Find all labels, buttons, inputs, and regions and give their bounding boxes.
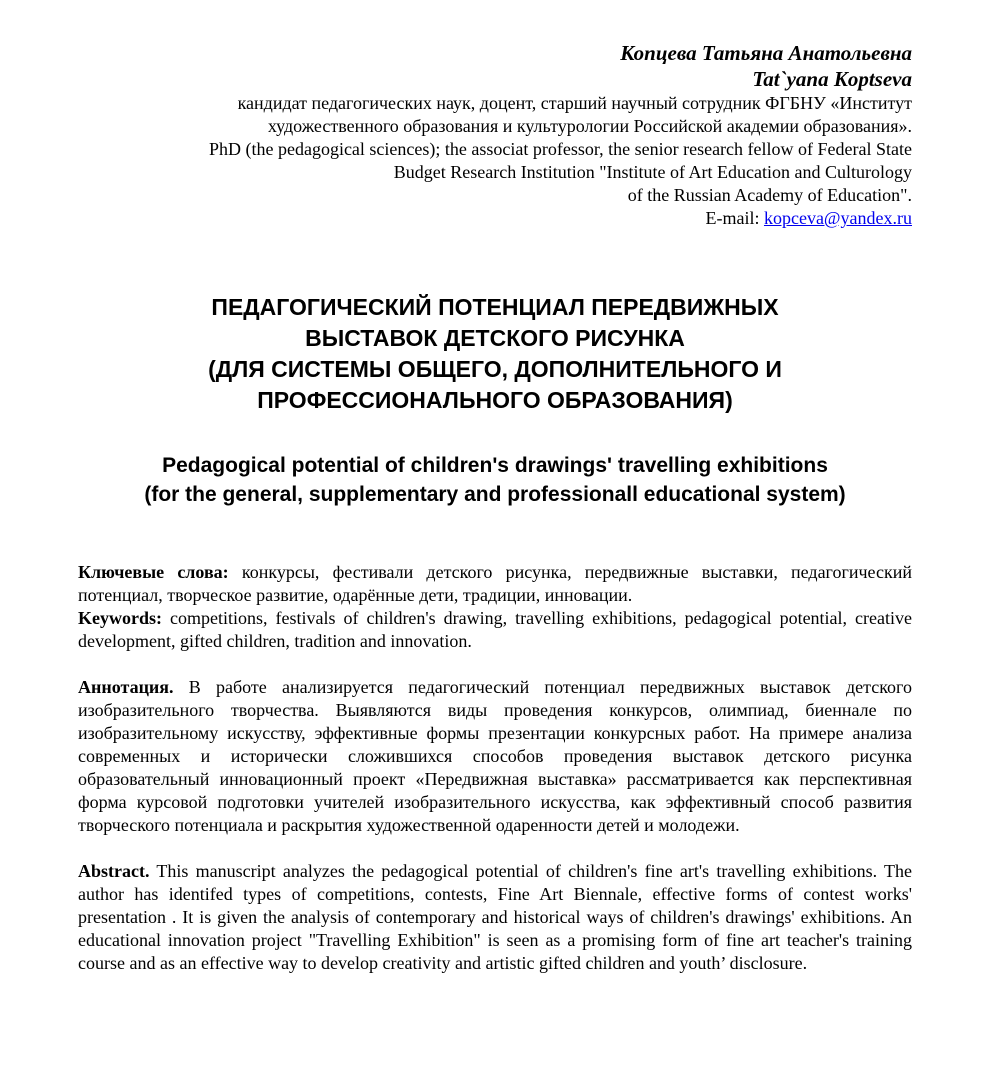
abstract-ru-label: Аннотация. (78, 677, 174, 697)
affiliation-ru-line-2: художественного образования и культурологии Российской академии образования». (267, 116, 912, 136)
abstract-en-text: This manuscript analyzes the pedagogical potential of children's fine art's travelling exhibitions. The author has identifed types of competitions, contests, Fine Art Biennale, effective forms of contest works' presentation . It is given the analysis of contemporary and historical ways of children's drawings' exhibitions. An educational innovation project "Travelling Exhibition" is seen as a promising form of fine art teacher's training course and as an effective way to develop creativity and artistic gifted children and youth’ disclosure. (78, 861, 912, 973)
abstract-en (78, 860, 912, 975)
author-block (78, 40, 912, 230)
author-name-en: Tat`yana Koptseva (752, 67, 912, 91)
email-link[interactable]: kopceva@yandex.ru (763, 208, 912, 228)
title-ru-line-2: ВЫСТАВОК ДЕТСКОГО РИСУНКА (305, 325, 685, 351)
keywords-ru-label: Ключевые слова: (78, 562, 229, 582)
paper-page (78, 40, 912, 975)
abstract-en-label: Abstract. (78, 861, 150, 881)
title-ru (78, 292, 912, 416)
email-label: E-mail: (705, 208, 764, 228)
title-ru-line-3: (ДЛЯ СИСТЕМЫ ОБЩЕГО, ДОПОЛНИТЕЛЬНОГО И (208, 356, 782, 382)
title-en (78, 451, 912, 509)
keywords-section (78, 561, 912, 653)
affiliation-ru-line-1: кандидат педагогических наук, доцент, старший научный сотрудник ФГБНУ «Институт (237, 93, 912, 113)
affiliation-en-line-2: Budget Research Institution "Institute of Art Education and Culturology (393, 162, 912, 182)
affiliation-en-line-3: of the Russian Academy of Education". (627, 185, 912, 205)
keywords-en-label: Keywords: (78, 608, 162, 628)
keywords-en-text: competitions, festivals of children's drawing, travelling exhibitions, pedagogical potential, creative development, gifted children, tradition and innovation. (78, 608, 912, 651)
title-en-line-2: (for the general, supplementary and professionall educational system) (144, 483, 846, 506)
abstract-ru-text: В работе анализируется педагогический потенциал передвижных выставок детского изобразительного творчества. Выявляются виды проведения конкурсов, олимпиад, биеннале по изобразительному искусству, эффективные формы презентации конкурсных работ. На примере анализа современных и исторически сложившихся способов проведения выставок детского рисунка образовательный инновационный проект «Передвижная выставка» рассматривается как перспективная форма курсовой подготовки учителей изобразительного искусства, как эффективный способ развития творческого потенциала и раскрытия художественной одаренности детей и молодежи. (78, 677, 912, 835)
affiliation-en-line-1: PhD (the pedagogical sciences); the associat professor, the senior research fellow of Federal State (208, 139, 912, 159)
title-en-line-1: Pedagogical potential of children's drawings' travelling exhibitions (162, 454, 828, 477)
keywords-en (78, 607, 912, 653)
abstract-ru (78, 676, 912, 837)
title-ru-line-1: ПЕДАГОГИЧЕСКИЙ ПОТЕНЦИАЛ ПЕРЕДВИЖНЫХ (211, 294, 779, 320)
title-ru-line-4: ПРОФЕССИОНАЛЬНОГО ОБРАЗОВАНИЯ) (257, 387, 733, 413)
email-line (78, 207, 912, 230)
author-name-ru: Копцева Татьяна Анатольевна (620, 41, 912, 65)
keywords-ru-text: конкурсы, фестивали детского рисунка, передвижные выставки, педагогический потенциал, творческое развитие, одарённые дети, традиции, инновации. (78, 562, 912, 605)
keywords-ru (78, 561, 912, 607)
